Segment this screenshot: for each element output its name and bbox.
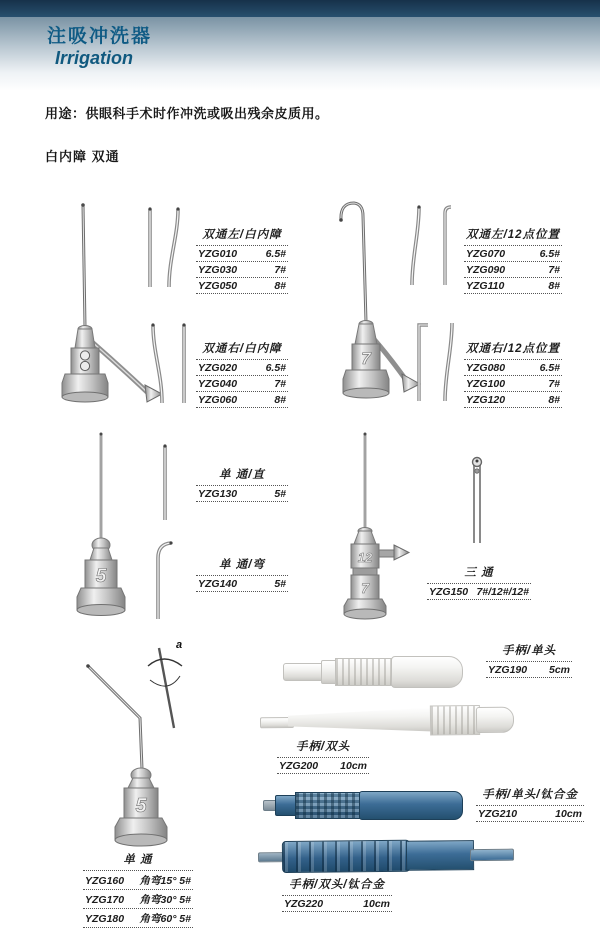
handle-tip-stem-right — [470, 849, 514, 861]
size-value: 5# — [274, 487, 286, 500]
header-top-bar — [0, 0, 600, 17]
table-row — [476, 806, 584, 822]
needle-detail-curved-and-straight — [148, 322, 192, 406]
angle-annotation-diagram — [148, 639, 182, 728]
product-table — [282, 895, 392, 912]
product-block-three-way — [427, 564, 531, 600]
model-code: YZG160 — [85, 874, 125, 887]
product-table — [196, 359, 288, 408]
hub-port-lower — [80, 361, 89, 370]
size-value: 角弯60° 5# — [139, 912, 191, 925]
table-row — [196, 278, 288, 294]
table-row — [464, 360, 562, 376]
handle-titanium-single — [263, 790, 463, 820]
size-value: 5cm — [548, 663, 570, 676]
instrument-three-way — [343, 428, 423, 620]
handle-barrel — [359, 791, 463, 820]
size-value: 角弯15° 5# — [139, 874, 191, 887]
table-row — [83, 909, 193, 928]
hub-marking: 5 — [95, 566, 107, 587]
handle-white-single — [283, 653, 463, 689]
model-code: YZG140 — [198, 577, 238, 590]
side-port-nozzle — [394, 545, 409, 560]
hub-marking: 5 — [135, 795, 147, 817]
product-table — [277, 757, 369, 774]
size-value: 10cm — [363, 897, 390, 910]
product-block-single-angled — [83, 851, 193, 928]
size-value: 8# — [548, 279, 560, 292]
product-name: 双通右/白内障 — [202, 343, 282, 355]
model-code: YZG210 — [478, 807, 518, 820]
model-code: YZG100 — [466, 377, 506, 390]
category-heading: 白内障 双通 — [45, 149, 120, 164]
model-code: YZG030 — [198, 263, 238, 276]
model-code: YZG070 — [466, 247, 506, 260]
table-row — [196, 576, 288, 592]
size-value: 7# — [548, 377, 560, 390]
needle-detail-ball-tip — [470, 456, 484, 546]
model-code: YZG040 — [198, 377, 238, 390]
annotation-label: a — [176, 639, 183, 651]
handle-white-double — [260, 699, 514, 742]
product-table — [83, 870, 193, 928]
model-code: YZG020 — [198, 361, 238, 374]
model-code: YZG120 — [466, 393, 506, 406]
needle-detail-hooked-and-curved — [414, 320, 458, 404]
table-row — [196, 486, 288, 502]
product-table — [464, 245, 562, 294]
product-name: 双通左/白内障 — [202, 229, 282, 241]
instrument-single-angled — [80, 636, 210, 861]
handle-ribbed-grip — [430, 705, 480, 736]
product-block-dual-left-cataract — [196, 226, 288, 294]
size-value: 6.5# — [539, 361, 560, 374]
handle-knurled-grip — [295, 792, 363, 819]
hub-marking-top: 12 — [357, 550, 373, 565]
product-block-handle-single-titanium — [476, 786, 584, 822]
handle-ringed-grip — [282, 840, 410, 873]
product-table — [476, 805, 584, 822]
table-row — [196, 360, 288, 376]
product-table — [427, 583, 531, 600]
model-code: YZG060 — [198, 393, 238, 406]
product-name: 手柄/单头 — [501, 645, 557, 657]
size-value: 角弯30° 5# — [139, 893, 191, 906]
size-value: 5# — [274, 577, 286, 590]
table-row — [427, 584, 531, 600]
size-value: 7# — [548, 263, 560, 276]
product-table — [196, 575, 288, 592]
table-row — [486, 662, 572, 678]
size-value: 7# — [274, 377, 286, 390]
table-row — [464, 246, 562, 262]
page-title-chinese: 注吸冲洗器 — [47, 26, 153, 47]
size-value: 6.5# — [539, 247, 560, 260]
size-value: 8# — [548, 393, 560, 406]
product-name: 双通左/12点位置 — [466, 229, 560, 241]
table-row — [196, 376, 288, 392]
instrument-single-straight — [72, 428, 142, 620]
table-row — [277, 758, 369, 774]
table-row — [196, 262, 288, 278]
product-block-handle-double — [277, 738, 369, 774]
table-row — [464, 262, 562, 278]
table-row — [196, 246, 288, 262]
model-code: YZG110 — [466, 279, 505, 292]
product-name: 手柄/双头 — [295, 741, 351, 753]
needle-detail-bent — [152, 540, 176, 622]
model-code: YZG080 — [466, 361, 506, 374]
product-block-dual-right-cataract — [196, 340, 288, 408]
model-code: YZG130 — [198, 487, 238, 500]
handle-end-cap — [476, 707, 514, 733]
model-code: YZG170 — [85, 893, 125, 906]
product-block-single-curved — [196, 556, 288, 592]
size-value: 6.5# — [265, 247, 286, 260]
needle-detail-straight — [158, 443, 172, 523]
needle-detail-curved-and-hooked — [409, 204, 455, 288]
handle-tip-stem — [283, 663, 325, 681]
model-code: YZG010 — [198, 247, 238, 260]
handle-titanium-double — [258, 834, 513, 877]
product-table — [196, 245, 288, 294]
table-row — [196, 392, 288, 408]
model-code: YZG050 — [198, 279, 238, 292]
needle-detail-straight-and-curved — [144, 206, 186, 290]
size-value: 10cm — [555, 807, 582, 820]
table-row — [464, 376, 562, 392]
model-code: YZG220 — [284, 897, 324, 910]
product-name: 单 通 — [123, 854, 153, 866]
product-name: 单 通/弯 — [219, 559, 265, 571]
table-row — [83, 890, 193, 909]
size-value: 6.5# — [265, 361, 286, 374]
size-value: 7#/12#/12# — [476, 585, 529, 598]
size-value: 8# — [274, 393, 286, 406]
model-code: YZG150 — [429, 585, 469, 598]
hub-marking: 7 — [361, 349, 371, 368]
handle-barrel — [406, 840, 474, 871]
hub-port-upper — [80, 351, 89, 360]
product-block-handle-double-titanium — [282, 876, 392, 912]
product-name: 双通右/12点位置 — [466, 343, 560, 355]
handle-barrel — [391, 656, 463, 688]
table-row — [83, 871, 193, 890]
product-name: 手柄/单头/钛合金 — [482, 789, 578, 801]
table-row — [464, 278, 562, 294]
model-code: YZG190 — [488, 663, 528, 676]
model-code: YZG090 — [466, 263, 506, 276]
usage-description: 用途：供眼科手术时作冲洗或吸出残余皮质用。 — [45, 106, 329, 121]
model-code: YZG180 — [85, 912, 125, 925]
handle-ribbed-grip — [335, 658, 395, 686]
page-title-english: Irrigation — [55, 48, 134, 68]
product-name: 单 通/直 — [219, 469, 265, 481]
product-block-dual-left-12oclock — [464, 226, 562, 294]
product-table — [196, 485, 288, 502]
table-row — [282, 896, 392, 912]
size-value: 10cm — [340, 759, 367, 772]
product-block-single-straight — [196, 466, 288, 502]
table-row — [464, 392, 562, 408]
product-table — [464, 359, 562, 408]
product-block-dual-right-12oclock — [464, 340, 562, 408]
hub-marking-bottom: 7 — [361, 580, 369, 596]
handle-tapered-body — [288, 708, 433, 734]
product-name: 手柄/双头/钛合金 — [289, 879, 385, 891]
product-table — [486, 661, 572, 678]
product-name: 三 通 — [464, 567, 494, 579]
product-block-handle-single — [486, 642, 572, 678]
size-value: 8# — [274, 279, 286, 292]
size-value: 7# — [274, 263, 286, 276]
model-code: YZG200 — [279, 759, 319, 772]
